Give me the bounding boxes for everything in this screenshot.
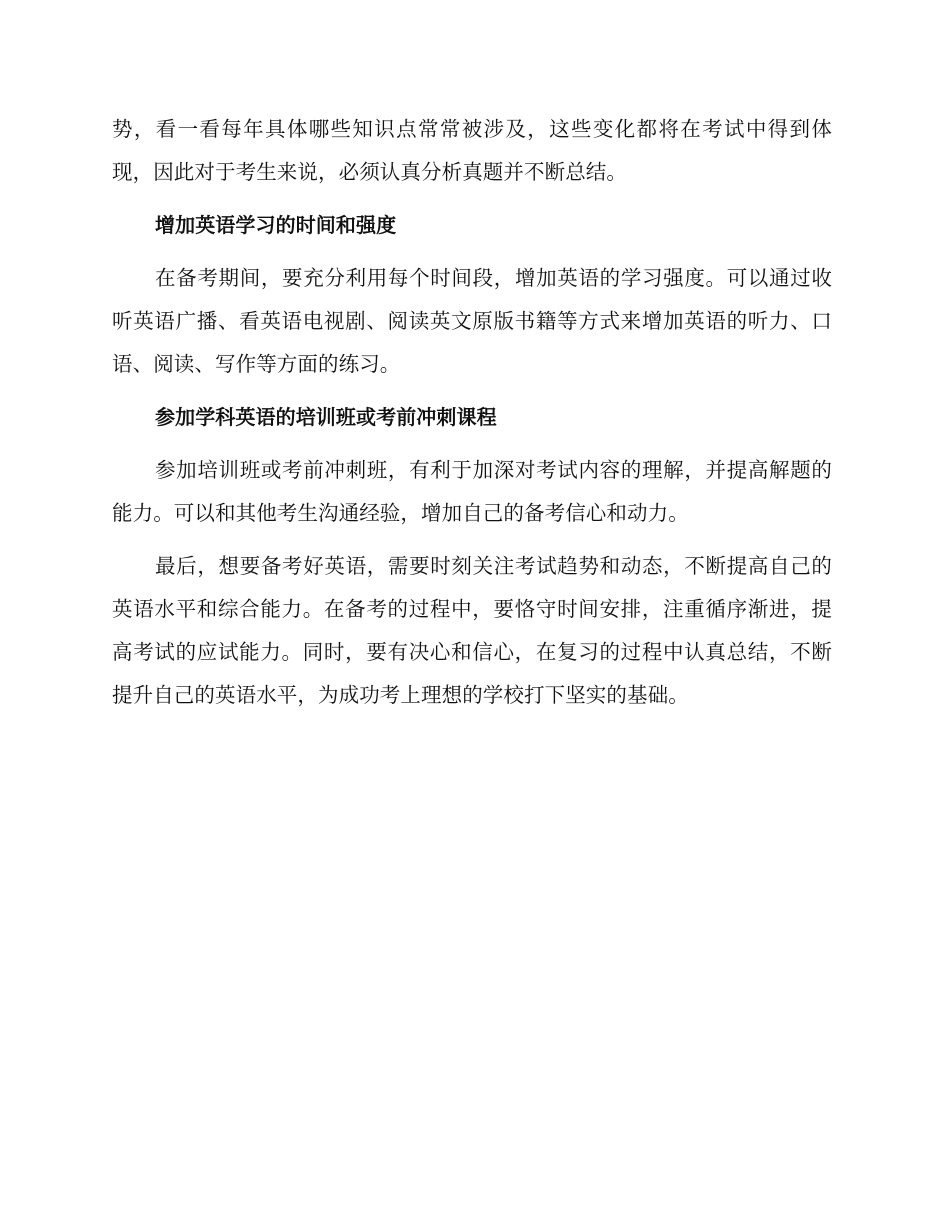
section-heading-study-intensity: 增加英语学习的时间和强度 xyxy=(155,213,397,237)
document-body xyxy=(112,108,832,727)
section-heading-training-course: 参加学科英语的培训班或考前冲刺课程 xyxy=(155,405,497,429)
paragraph-training-course: 参加培训班或考前冲刺班，有利于加深对考试内容的理解，并提高解题的能力。可以和其他考生沟通经验，增加自己的备考信心和动力。 xyxy=(112,458,832,525)
paragraph-study-intensity: 在备考期间，要充分利用每个时间段，增加英语的学习强度。可以通过收听英语广播、看英语电视剧、阅读英文原版书籍等方式来增加英语的听力、口语、阅读、写作等方面的练习。 xyxy=(112,266,832,376)
paragraph-continuation: 势，看一看每年具体哪些知识点常常被涉及，这些变化都将在考试中得到体现，因此对于考生来说，必须认真分析真题并不断总结。 xyxy=(112,117,832,184)
paragraph-conclusion: 最后，想要备考好英语，需要时刻关注考试趋势和动态，不断提高自己的英语水平和综合能力。在备考的过程中，要恪守时间安排，注重循序渐进，提高考试的应试能力。同时，要有决心和信心，在复习的过程中认真总结，不断提升自己的英语水平，为成功考上理想的学校打下坚实的基础。 xyxy=(112,554,832,707)
